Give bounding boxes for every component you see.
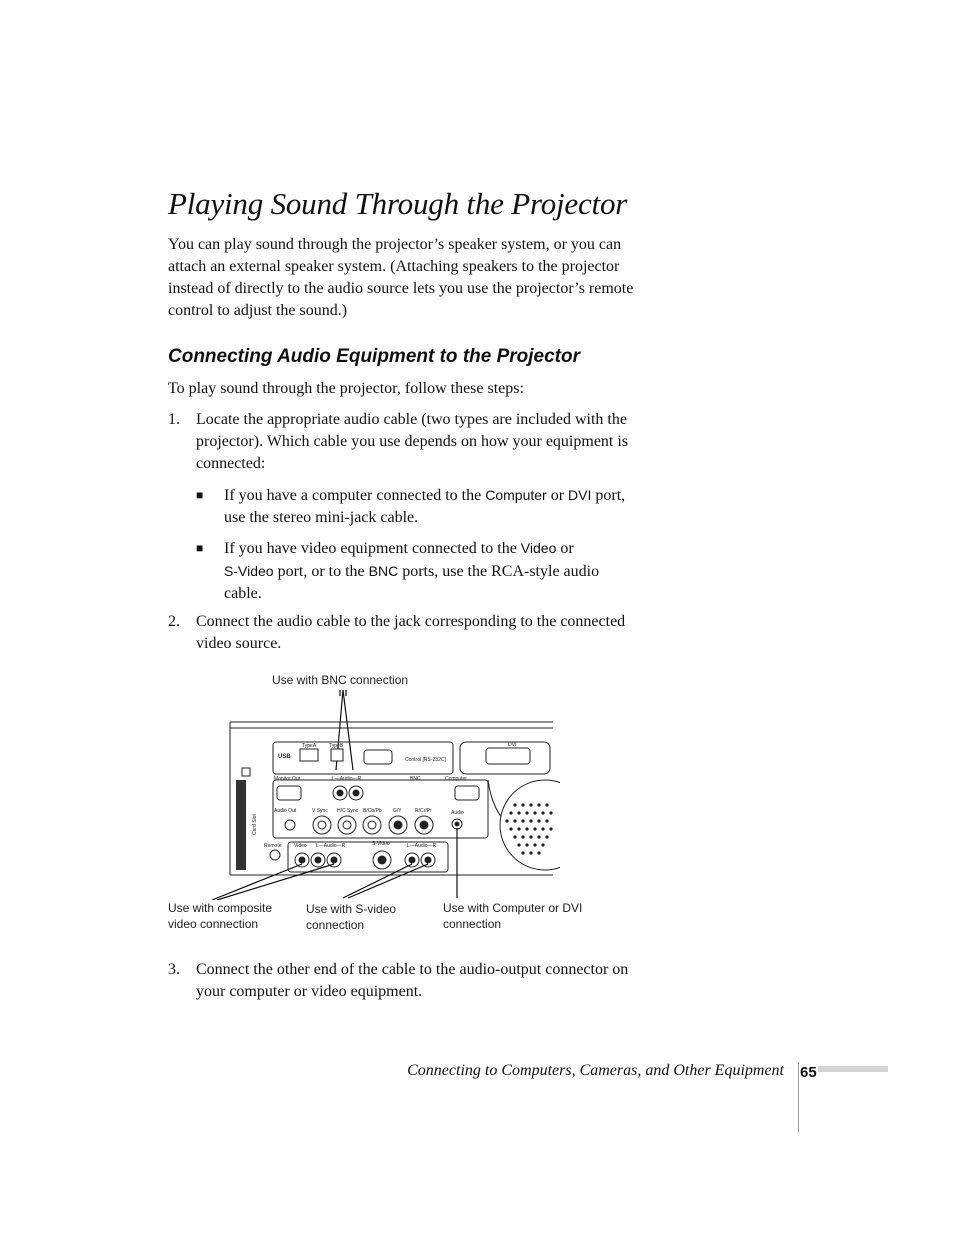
footer-divider: [798, 1062, 799, 1132]
bullet-text: [224, 484, 634, 529]
bullet-text-part: ports, use the RCA-style audio cable.: [224, 563, 600, 602]
step-text: Connect the other end of the cable to the audio-output connector on your computer or video equipment.: [196, 961, 629, 1000]
caption-computer: [443, 900, 582, 932]
label-video: Video: [294, 843, 307, 849]
bullet-mark: ■: [196, 488, 204, 502]
bullet-text-part: or: [546, 487, 569, 504]
label-monitor-out: Monitor Out: [274, 776, 301, 782]
label-audio-out: Audio Out: [274, 808, 297, 814]
port-name: BNC: [368, 563, 399, 579]
speaker-grille: [500, 780, 560, 870]
label-audio-bnc: L—Audio—R: [332, 776, 362, 782]
step-3: [168, 959, 638, 1003]
port-name: S-Video: [224, 563, 274, 579]
label-type-b: TypeB: [329, 743, 344, 749]
label-computer: Computer: [445, 776, 467, 782]
caption-line: Use with composite: [168, 901, 273, 915]
step-number: 2.: [168, 613, 180, 630]
bullet-text-part: port, or to the: [273, 563, 369, 580]
caption-line: Use with S-video: [306, 902, 397, 916]
label-audio-svideo: L—Audio—R: [407, 843, 437, 849]
section-intro: To play sound through the projector, follow these steps:: [168, 380, 524, 397]
label-hc-sync: H/C Sync: [337, 808, 359, 814]
left-handle: [236, 768, 250, 870]
bullet-computer: [196, 484, 636, 528]
label-audio-video: L—Audio—R: [316, 843, 346, 849]
label-audio: Audio: [451, 810, 464, 816]
label-usb: USB: [278, 754, 291, 760]
port-name: Video: [520, 540, 557, 556]
connector-panel-illustration: [160, 690, 560, 900]
intro-paragraph: You can play sound through the projector’s speaker system, or you can attach an external speaker system. (Attaching speakers to the projector instead of directly to the audio source lets you use the projector’s remote control to adjust the sound.): [168, 236, 634, 319]
caption-line: Use with Computer or DVI: [443, 901, 583, 915]
caption-bnc: Use with BNC connection: [272, 673, 409, 687]
step-2: [168, 611, 638, 655]
footer-bar: [818, 1066, 888, 1072]
label-type-a: TypeA: [302, 743, 317, 749]
caption-line: connection: [443, 917, 502, 931]
bullet-text-part: or: [556, 540, 574, 557]
bullet-mark: ■: [196, 541, 204, 555]
bullet-text-part: If you have a computer connected to the: [224, 487, 486, 504]
label-r-cr-pr: R/Cr/Pr: [415, 808, 432, 814]
label-v-sync: V Sync: [312, 808, 328, 814]
step-number: 3.: [168, 961, 180, 978]
label-g-y: G/Y: [393, 808, 402, 814]
bullet-video: [196, 537, 636, 603]
port-name: Computer: [485, 487, 547, 503]
caption-svideo: [306, 901, 396, 933]
caption-line: video connection: [168, 917, 259, 931]
bullet-text-part: If you have video equipment connected to the: [224, 540, 521, 557]
middle-row-ports: [277, 786, 479, 800]
label-s-video: S-Video: [372, 841, 390, 847]
port-name: DVI: [568, 487, 592, 503]
label-card-slot: Card Slot: [252, 814, 258, 835]
page-number: 65: [800, 1064, 817, 1081]
section-heading: Connecting Audio Equipment to the Projector: [168, 346, 581, 367]
step-number: 1.: [168, 411, 180, 428]
footer-chapter-title: Connecting to Computers, Cameras, and Other Equipment: [407, 1062, 784, 1079]
bullet-text-part: port, use the stereo mini-jack cable.: [224, 487, 626, 526]
bottom-row-ports: [270, 850, 435, 869]
label-bnc: BNC: [410, 776, 421, 782]
step-1: [168, 409, 638, 475]
step-text: Connect the audio cable to the jack corresponding to the connected video source.: [196, 613, 626, 652]
bnc-ports: [285, 816, 462, 834]
page-title: Playing Sound Through the Projector: [168, 186, 633, 222]
step-text: Locate the appropriate audio cable (two types are included with the projector). Which cable you use depends on how your equipment is connected:: [196, 411, 629, 472]
label-control: Control [RS-232C]: [405, 757, 446, 763]
label-dvi: DVI: [508, 742, 517, 748]
label-b-cb-pb: B/Cb/Pb: [363, 808, 382, 814]
bullet-text: [224, 537, 634, 605]
caption-line: connection: [306, 918, 365, 932]
label-remote: Remote: [264, 843, 282, 849]
caption-composite: [168, 900, 272, 932]
